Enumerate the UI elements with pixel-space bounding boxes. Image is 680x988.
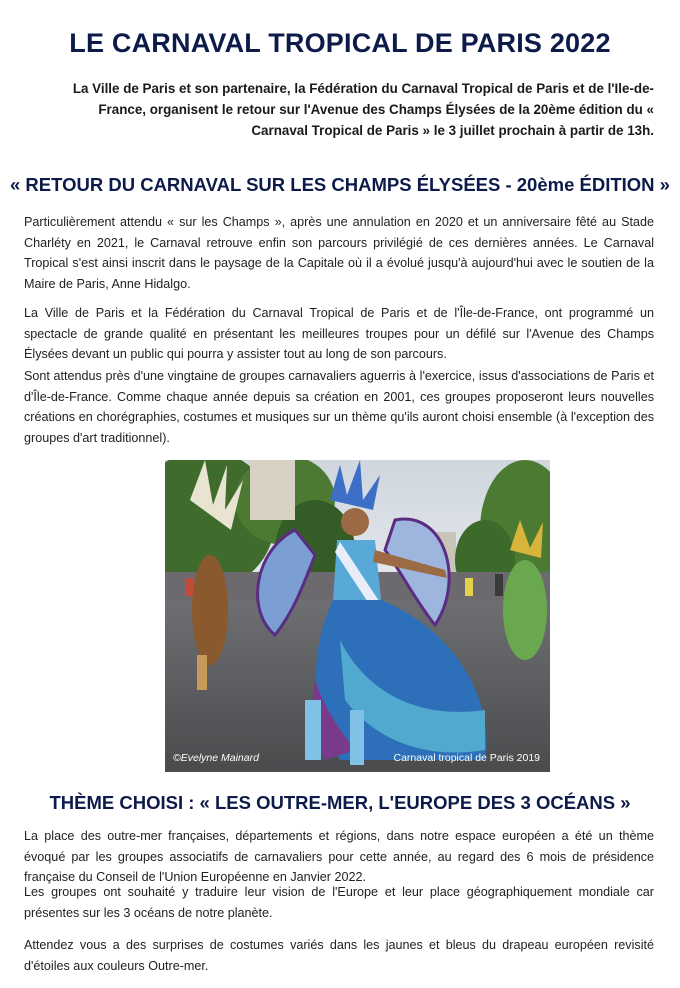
intro-paragraph: La Ville de Paris et son partenaire, la Fédération du Carnaval Tropical de Paris et de l'Ile-de-France, organisent le retour sur l'Avenue des Champs Élysées de la 20ème édition du « Carnaval Tropical de Paris » le 3 juillet prochain à partir de 13h. [72,81,654,138]
photo-credit: ©Evelyne Mainard [173,752,259,764]
page-title: LE CARNAVAL TROPICAL DE PARIS 2022 [69,28,611,58]
section-heading-theme: THÈME CHOISI : « LES OUTRE-MER, L'EUROPE DES 3 OCÉANS » [49,792,631,813]
photo-caption: Carnaval tropical de Paris 2019 [393,752,540,764]
carnival-photo [165,460,550,772]
paragraph-surprises: Attendez vous a des surprises de costumes variés dans les jaunes et bleus du drapeau européen revisité d'étoiles aux couleurs Outre-mer. [24,938,654,973]
section-heading-retour: « RETOUR DU CARNAVAL SUR LES CHAMPS ÉLYSÉES - 20ème ÉDITION » [10,174,670,195]
paragraph-outre-mer: La place des outre-mer françaises, départements et régions, dans notre espace européen a été un thème évoqué par les groupes associatifs de carnavaliers pour cette année, au regard des 6 mois de présidence française du Conseil de l'Union Européenne en Janvier 2022. [24,829,654,884]
paragraph-attendu: Particulièrement attendu « sur les Champs », après une annulation en 2020 et un anniversaire fêté au Stade Charléty en 2021, le Carnaval retrouve enfin son parcours privilégié de ces dernières années. Le Carnaval Tropical s'est ainsi inscrit dans le paysage de la Capitale où il a évolué jusqu'à aujourd'hui avec le soutien de la Maire de Paris, Anne Hidalgo. [24,215,654,291]
paragraph-vision: Les groupes ont souhaité y traduire leur vision de l'Europe et leur place géographiquement mondiale car présentes sur les 3 océans de notre planète. [24,885,654,920]
paragraph-programme: La Ville de Paris et la Fédération du Carnaval Tropical de Paris et de l'Île-de-France, ont programmé un spectacle de grande qualité en présentant les meilleures troupes pour un défilé sur l'Avenue des Champs Élysées devant un public qui pourra y assister tout au long de son parcours. [24,306,654,361]
paragraph-groupes: Sont attendus près d'une vingtaine de groupes carnavaliers aguerris à l'exercice, issus d'associations de Paris et d'Île-de-France. Comme chaque année depuis sa création en 2001, ces groupes proposeront leurs nouvelles créations en chorégraphies, costumes et musiques sur un thème qu'ils auront choisi ensemble (à l'exception des groupes d'art traditionnel). [24,369,654,445]
carnival-dancer-illustration [165,460,550,772]
